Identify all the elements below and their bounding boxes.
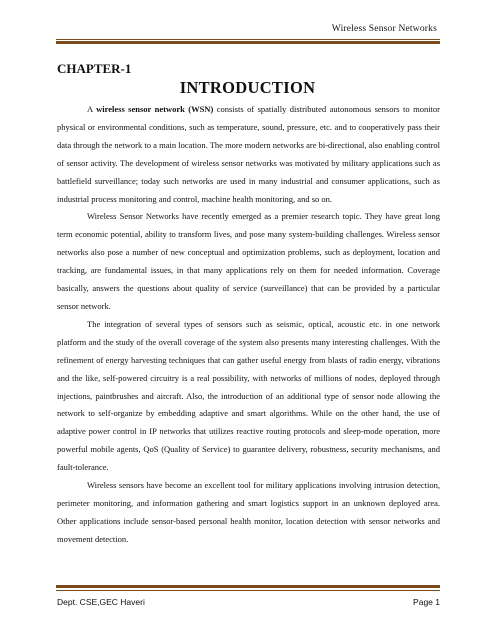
running-header: Wireless Sensor Networks (331, 24, 437, 34)
paragraph-1 (57, 101, 440, 208)
footer-rule-thick (56, 585, 440, 588)
wsn-term: wireless sensor network (WSN) (96, 104, 214, 114)
section-title: INTRODUCTION (179, 78, 316, 97)
header-rule-thick (56, 41, 440, 44)
paragraph-1-lead: A (87, 104, 97, 114)
paragraph-1-rest: consists of spatially distributed autonomous sensors to monitor physical or environmental conditions, such as temperature, sound, pressure, etc. and to cooperatively pass their data through the network to a main location. The more modern networks are bi-directional, also enabling control of sensor activity. The development of wireless sensor networks was motivated by military applications such as battlefield surveillance; today such networks are used in many industrial and consumer applications, such as industrial process monitoring and control, machine health monitoring, and so on. (57, 104, 441, 204)
footer-department: Dept. CSE,GEC Haveri (57, 597, 145, 607)
footer-page-number: Page 1 (413, 597, 440, 607)
body-text (57, 101, 440, 549)
footer-rule-thin (56, 590, 440, 591)
paragraph-4: Wireless sensors have become an excellent tool for military applications involving intrusion detection, perimeter monitoring, and information gathering and smart logistics support in an unknown deployed area. Other applications include sensor-based personal health monitor, location detection with sensor networks and movement detection. (57, 480, 440, 544)
header-rule-thin (56, 39, 440, 40)
chapter-label: CHAPTER-1 (57, 61, 132, 76)
paragraph-2: Wireless Sensor Networks have recently emerged as a premier research topic. They have great long term economic potential, ability to transform lives, and pose many system-building challenges. Wireless sensor networks also pose a number of new conceptual and optimization problems, such as deployment, location and tracking, are fundamental issues, in that many applications rely on them for needed information. Coverage basically, answers the questions about quality of service (surveillance) that can be provided by a particular sensor network. (57, 211, 440, 311)
paragraph-3: The integration of several types of sensors such as seismic, optical, acoustic etc. in one network platform and the study of the overall coverage of the system also presents many interesting challenges. With the refinement of energy harvesting techniques that can gather useful energy from blasts of radio energy, vibrations and the like, self-powered circuitry is a real possibility, with networks of millions of nodes, deployed through injections, paintbrushes and aircraft. Also, the introduction of an additional type of sensor node allowing the network to self-organize by embedding adaptive and smart algorithms. While on the other hand, the use of adaptive power control in IP networks that utilizes reactive routing protocols and sleep-mode operation, more powerful mobile agents, QoS (Quality of Service) to guarantee delivery, robustness, security mechanisms, and fault-tolerance. (57, 318, 440, 473)
